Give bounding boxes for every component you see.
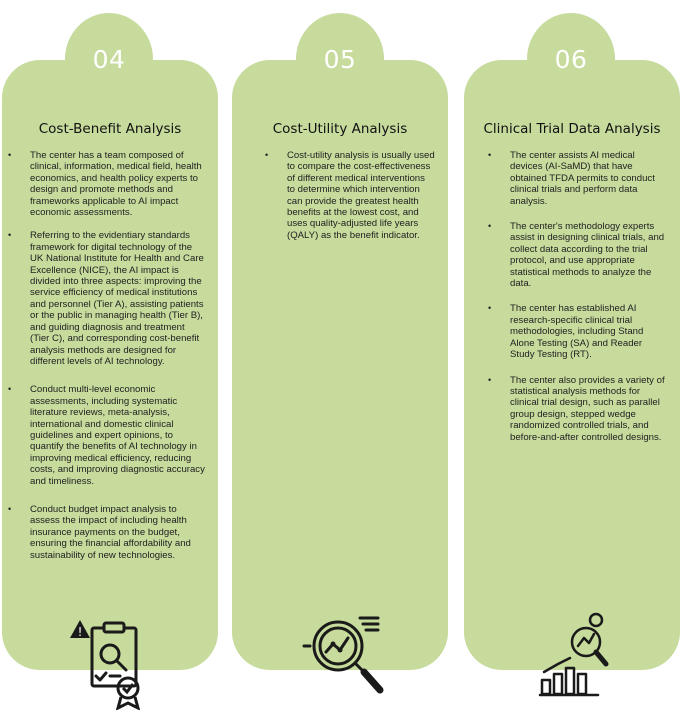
panel-number: 04 — [92, 45, 126, 74]
list-item: • Cost-utility analysis is usually used to compare the cost-effectiveness of different medical interventions to determine which intervention can provide the greatest health benefits at the lowest cost, and uses quality-adjusted life years (QALY) as the benefit indicator. — [265, 150, 435, 241]
list-item: • The center's methodology experts assist in designing clinical trials, and collect data according to the trial protocol, and use appropriate statistical methods to analyze the data. — [488, 221, 665, 290]
panel-title: Cost-Utility Analysis — [272, 121, 408, 137]
number-circle-04 — [65, 13, 153, 105]
panel-number: 05 — [323, 45, 357, 74]
data-analysis-magnifier-icon — [300, 608, 392, 700]
bullet-list — [8, 150, 206, 561]
panel-title: Clinical Trial Data Analysis — [483, 121, 661, 137]
list-item: • Conduct multi-level economic assessments, including systematic literature reviews, meta-analysis, international and domestic clinical guidelines and expert opinions, to quantify the benefits of AI technology in improving medical efficiency, reducing costs, and improving diagnostic accuracy and timeliness. — [8, 384, 205, 487]
list-item: • The center also provides a variety of statistical analysis methods for clinical trial design, such as parallel group design, stepped wedge randomized controlled trials, and before-and-after controlled designs. — [488, 374, 665, 443]
bar-chart-magnifier-icon — [538, 608, 616, 700]
list-item: • Referring to the evidentiary standards framework for digital technology of the UK National Institute for Health and Care Excellence (NICE), the AI impact is divided into three aspects: improving the service efficiency of medical institutions and personnel (Tier A), assisting patients or the public in managing health (Tier B), and guiding diagnosis and treatment (Tier C), and corresponding cost-benefit analysis methods are designed for different levels of AI technology. — [8, 230, 204, 367]
bullet-list — [265, 150, 435, 241]
panel-number: 06 — [554, 45, 588, 74]
list-item: • The center assists AI medical devices (AI-SaMD) that have obtained TFDA permits to conduct clinical trials and perform data analysis. — [488, 150, 655, 207]
number-circle-06 — [527, 13, 615, 105]
audit-checklist-icon — [70, 618, 150, 710]
number-circle-05 — [296, 13, 384, 105]
panel-title: Cost-Benefit Analysis — [38, 121, 182, 137]
list-item: • The center has established AI research-specific clinical trial methodologies, including Stand Alone Testing (SA) and Reader Study Testing (RT). — [488, 303, 644, 361]
bullet-list — [488, 150, 668, 443]
svg-text:!: ! — [77, 625, 83, 639]
list-item: • Conduct budget impact analysis to assess the impact of including health insurance payments on the budget, ensuring the financial affordability and sustainability of new technologies. — [8, 503, 191, 561]
list-item: • The center has a team composed of clinical, information, medical field, health economics, and health policy experts to design and promote methods and frameworks applicable to AI impact economic assessments. — [8, 150, 202, 219]
